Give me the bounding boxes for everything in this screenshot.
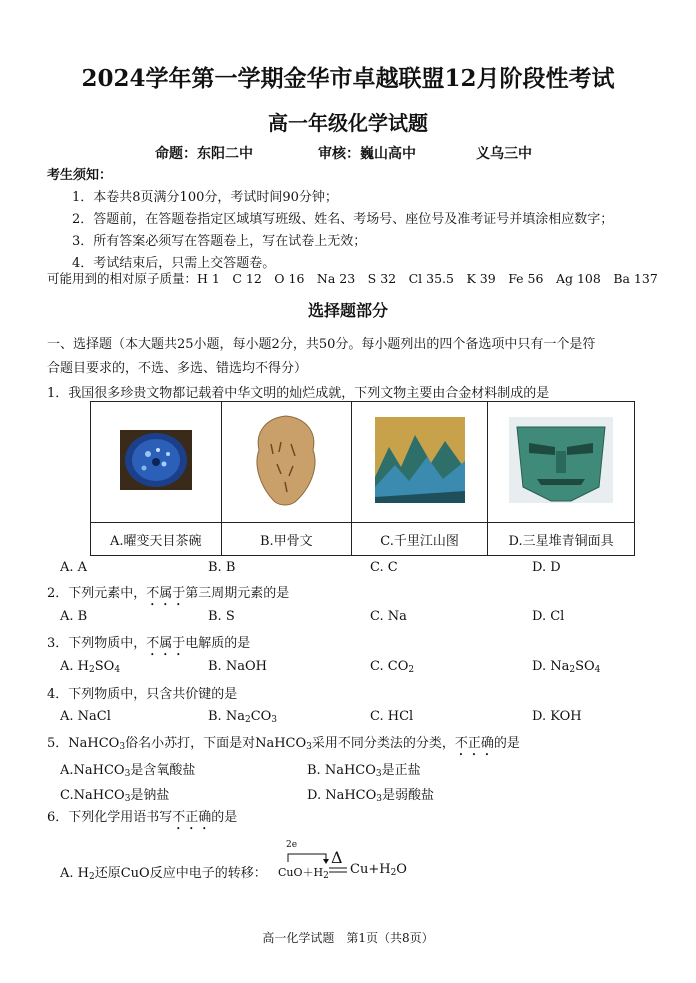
q4-option-b: B. $Na_2CO_3$: [208, 709, 278, 725]
reviewer-1: 审核：巍山高中: [318, 146, 416, 162]
equation-left: $CuO+H_2$: [278, 866, 329, 881]
landscape-painting-image: [375, 417, 465, 503]
artifact-c: [352, 402, 488, 523]
q6-stem: 6．下列化学用语书写不正确的是: [47, 810, 238, 825]
q4-stem: 4．下列物质中，只含共价键的是: [47, 687, 238, 702]
q4-option-d: D. KOH: [532, 709, 582, 724]
page-footer: 高一化学试题 第1页（共8页）: [262, 931, 434, 945]
reviewer-2: 义乌三中: [476, 146, 532, 162]
section-title: 选择题部分: [307, 301, 388, 320]
caption-c: C.千里江山图: [352, 523, 488, 556]
proposer: 命题：东阳二中: [155, 146, 253, 162]
artifact-d: [488, 402, 635, 523]
q1-option-d: D. D: [532, 560, 561, 575]
notice-item: 3．所有答案必须写在答题卷上，写在试卷上无效；: [72, 234, 367, 249]
q2-option-d: D. Cl: [532, 609, 565, 624]
q3-option-d: D. $Na_2SO_4$: [532, 659, 601, 675]
q3-option-a: A. $H_2SO_4$: [60, 659, 121, 675]
section-intro: 合题目要求的，不选、多选、错选均不得分）: [47, 361, 308, 376]
tea-bowl-image: [120, 430, 192, 490]
q5-option-d: D. NaHCO$_3$是弱酸盐: [307, 788, 435, 804]
q2-option-c: C. Na: [370, 609, 407, 624]
notice-item: 2．答题前，在答题卷指定区域填写班级、姓名、考场号、座位号及准考证号并填涂相应数字；: [72, 212, 614, 227]
notice-heading: 考生须知：: [47, 168, 113, 183]
q1-option-b: B. B: [208, 560, 236, 575]
caption-a: A.曜变天目茶碗: [91, 523, 222, 556]
oracle-bone-image: [251, 414, 321, 506]
q4-option-a: A. NaCl: [60, 709, 111, 724]
q2-option-a: A. B: [60, 609, 88, 624]
q5-stem: 5．NaHCO$_3$俗名小苏打，下面是对NaHCO$_3$采用不同分类法的分类，不正确的是: [47, 736, 520, 752]
q2-option-b: B. S: [208, 609, 235, 624]
q1-option-c: C. C: [370, 560, 398, 575]
exam-subtitle: 高一年级化学试题: [268, 111, 428, 135]
equation-right: $Cu+H_2O$: [350, 862, 407, 878]
section-intro: 一、选择题（本大题共25小题，每小题2分，共50分。每小题列出的四个备选项中只有一个是符: [47, 337, 596, 352]
electron-count: 2e: [286, 840, 298, 850]
q6-option-a: A. $H_2$还原CuO反应中电子的转移：: [60, 866, 267, 882]
equals-sign: [328, 866, 348, 874]
artifacts-table: [90, 401, 635, 556]
q5-option-a: A.NaHCO$_3$是含氧酸盐: [60, 763, 196, 779]
q2-stem: 2．下列元素中，不属于第三周期元素的是: [47, 586, 290, 601]
bronze-mask-image: [509, 417, 613, 503]
atomic-masses: 可能用到的相对原子质量：H 1 C 12 O 16 Na 23 S 32 Cl 35.5 K 39 Fe 56 Ag 108 Ba 137: [47, 271, 658, 286]
caption-b: B.甲骨文: [221, 523, 352, 556]
q3-option-c: C. $CO_2$: [370, 659, 415, 675]
q1-option-a: A. A: [60, 560, 88, 575]
q5-option-c: C.NaHCO$_3$是钠盐: [60, 788, 170, 804]
exam-title: 2024学年第一学期金华市卓越联盟12月阶段性考试: [81, 65, 615, 92]
q4-option-c: C. HCl: [370, 709, 414, 724]
heat-symbol: Δ: [331, 848, 343, 867]
caption-d: D.三星堆青铜面具: [488, 523, 635, 556]
q1-stem: 1．我国很多珍贵文物都记载着中华文明的灿烂成就，下列文物主要由合金材料制成的是: [47, 386, 550, 401]
notice-item: 1．本卷共8页满分100分，考试时间90分钟；: [72, 190, 338, 205]
artifact-b: [221, 402, 352, 523]
q3-option-b: B. NaOH: [208, 659, 267, 674]
electron-transfer-equation: [278, 840, 408, 880]
q3-stem: 3．下列物质中，不属于电解质的是: [47, 636, 251, 651]
notice-item: 4．考试结束后，只需上交答题卷。: [72, 256, 276, 271]
artifact-a: [91, 402, 222, 523]
q5-option-b: B. NaHCO$_3$是正盐: [307, 763, 421, 779]
